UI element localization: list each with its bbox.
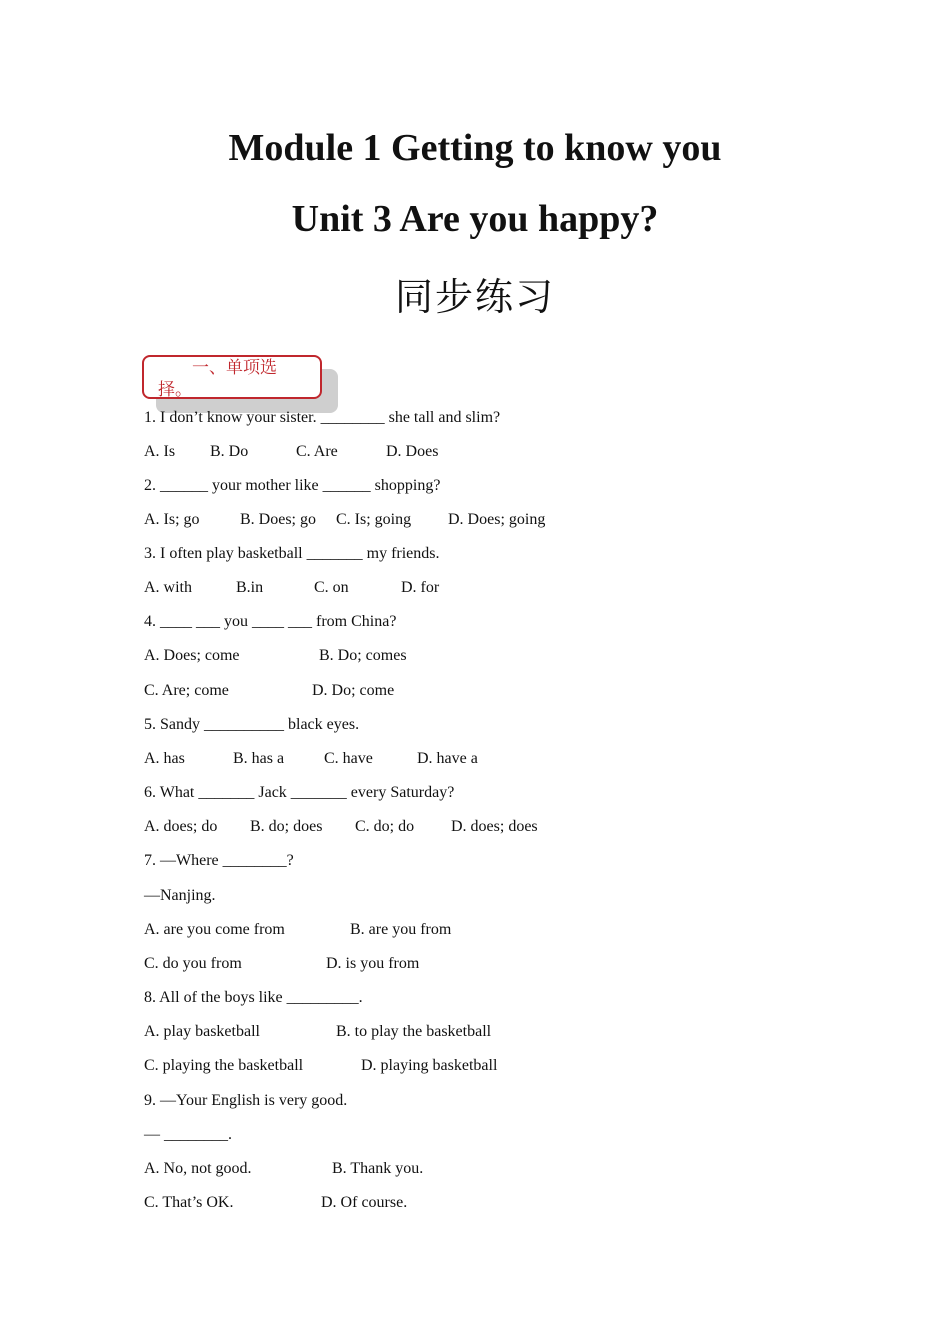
option: A. with (144, 579, 192, 596)
question-stem: 2. ______ your mother like ______ shopping? (144, 477, 441, 494)
question-answer-line: — ________. (144, 1126, 232, 1143)
question-stem: 4. ____ ___ you ____ ___ from China? (144, 613, 397, 630)
option: C. on (314, 579, 349, 596)
option: B. are you from (350, 921, 452, 938)
option: A. Is (144, 443, 176, 460)
option: B. do; does (250, 818, 323, 835)
section-header-line1: 一、单项选 (192, 358, 277, 378)
title-module: Module 1 Getting to know you (228, 127, 722, 169)
option: A. has (144, 750, 185, 767)
option: B. Do (210, 443, 249, 460)
section-header-line2: 择。 (158, 380, 192, 400)
title-unit: Unit 3 Are you happy? (291, 198, 659, 240)
option: C. playing the basketball (144, 1057, 304, 1074)
option: C. That’s OK. (144, 1194, 234, 1211)
option: C. Are (296, 443, 338, 460)
question-answer-line: —Nanjing. (144, 887, 216, 904)
option: B. has a (233, 750, 285, 767)
option: A. does; do (144, 818, 218, 835)
option: A. No, not good. (144, 1160, 252, 1177)
option: D. does; does (451, 818, 538, 835)
option: C. have (324, 750, 373, 767)
option: B. to play the basketball (336, 1023, 492, 1040)
question-stem: 1. I don’t know your sister. ________ she tall and slim? (144, 409, 501, 426)
option: C. do you from (144, 955, 242, 972)
option: D. Does; going (448, 511, 546, 528)
section-header (142, 355, 322, 399)
title-subtitle: 同步练习 (394, 275, 555, 319)
option: C. do; do (355, 818, 415, 835)
question-stem: 9. —Your English is very good. (144, 1092, 348, 1109)
option: C. Is; going (336, 511, 412, 528)
question-stem: 7. —Where ________? (144, 852, 294, 869)
question-stem: 6. What _______ Jack _______ every Saturday? (144, 784, 455, 801)
option: A. are you come from (144, 921, 285, 938)
option: A. play basketball (144, 1023, 260, 1040)
option: B. Thank you. (332, 1160, 424, 1177)
option: A. Does; come (144, 647, 240, 664)
option: B.in (236, 579, 264, 596)
option: B. Do; comes (319, 647, 407, 664)
option: B. Does; go (240, 511, 316, 528)
option: D. have a (417, 750, 478, 767)
option: D. Of course. (321, 1194, 408, 1211)
option: A. Is; go (144, 511, 200, 528)
option: D. Do; come (312, 682, 395, 699)
question-stem: 3. I often play basketball _______ my friends. (144, 545, 440, 562)
question-stem: 8. All of the boys like _________. (144, 989, 363, 1006)
option: D. is you from (326, 955, 420, 972)
option: D. Does (386, 443, 439, 460)
question-stem: 5. Sandy __________ black eyes. (144, 716, 360, 733)
option: D. playing basketball (361, 1057, 498, 1074)
option: C. Are; come (144, 682, 229, 699)
option: D. for (401, 579, 440, 596)
